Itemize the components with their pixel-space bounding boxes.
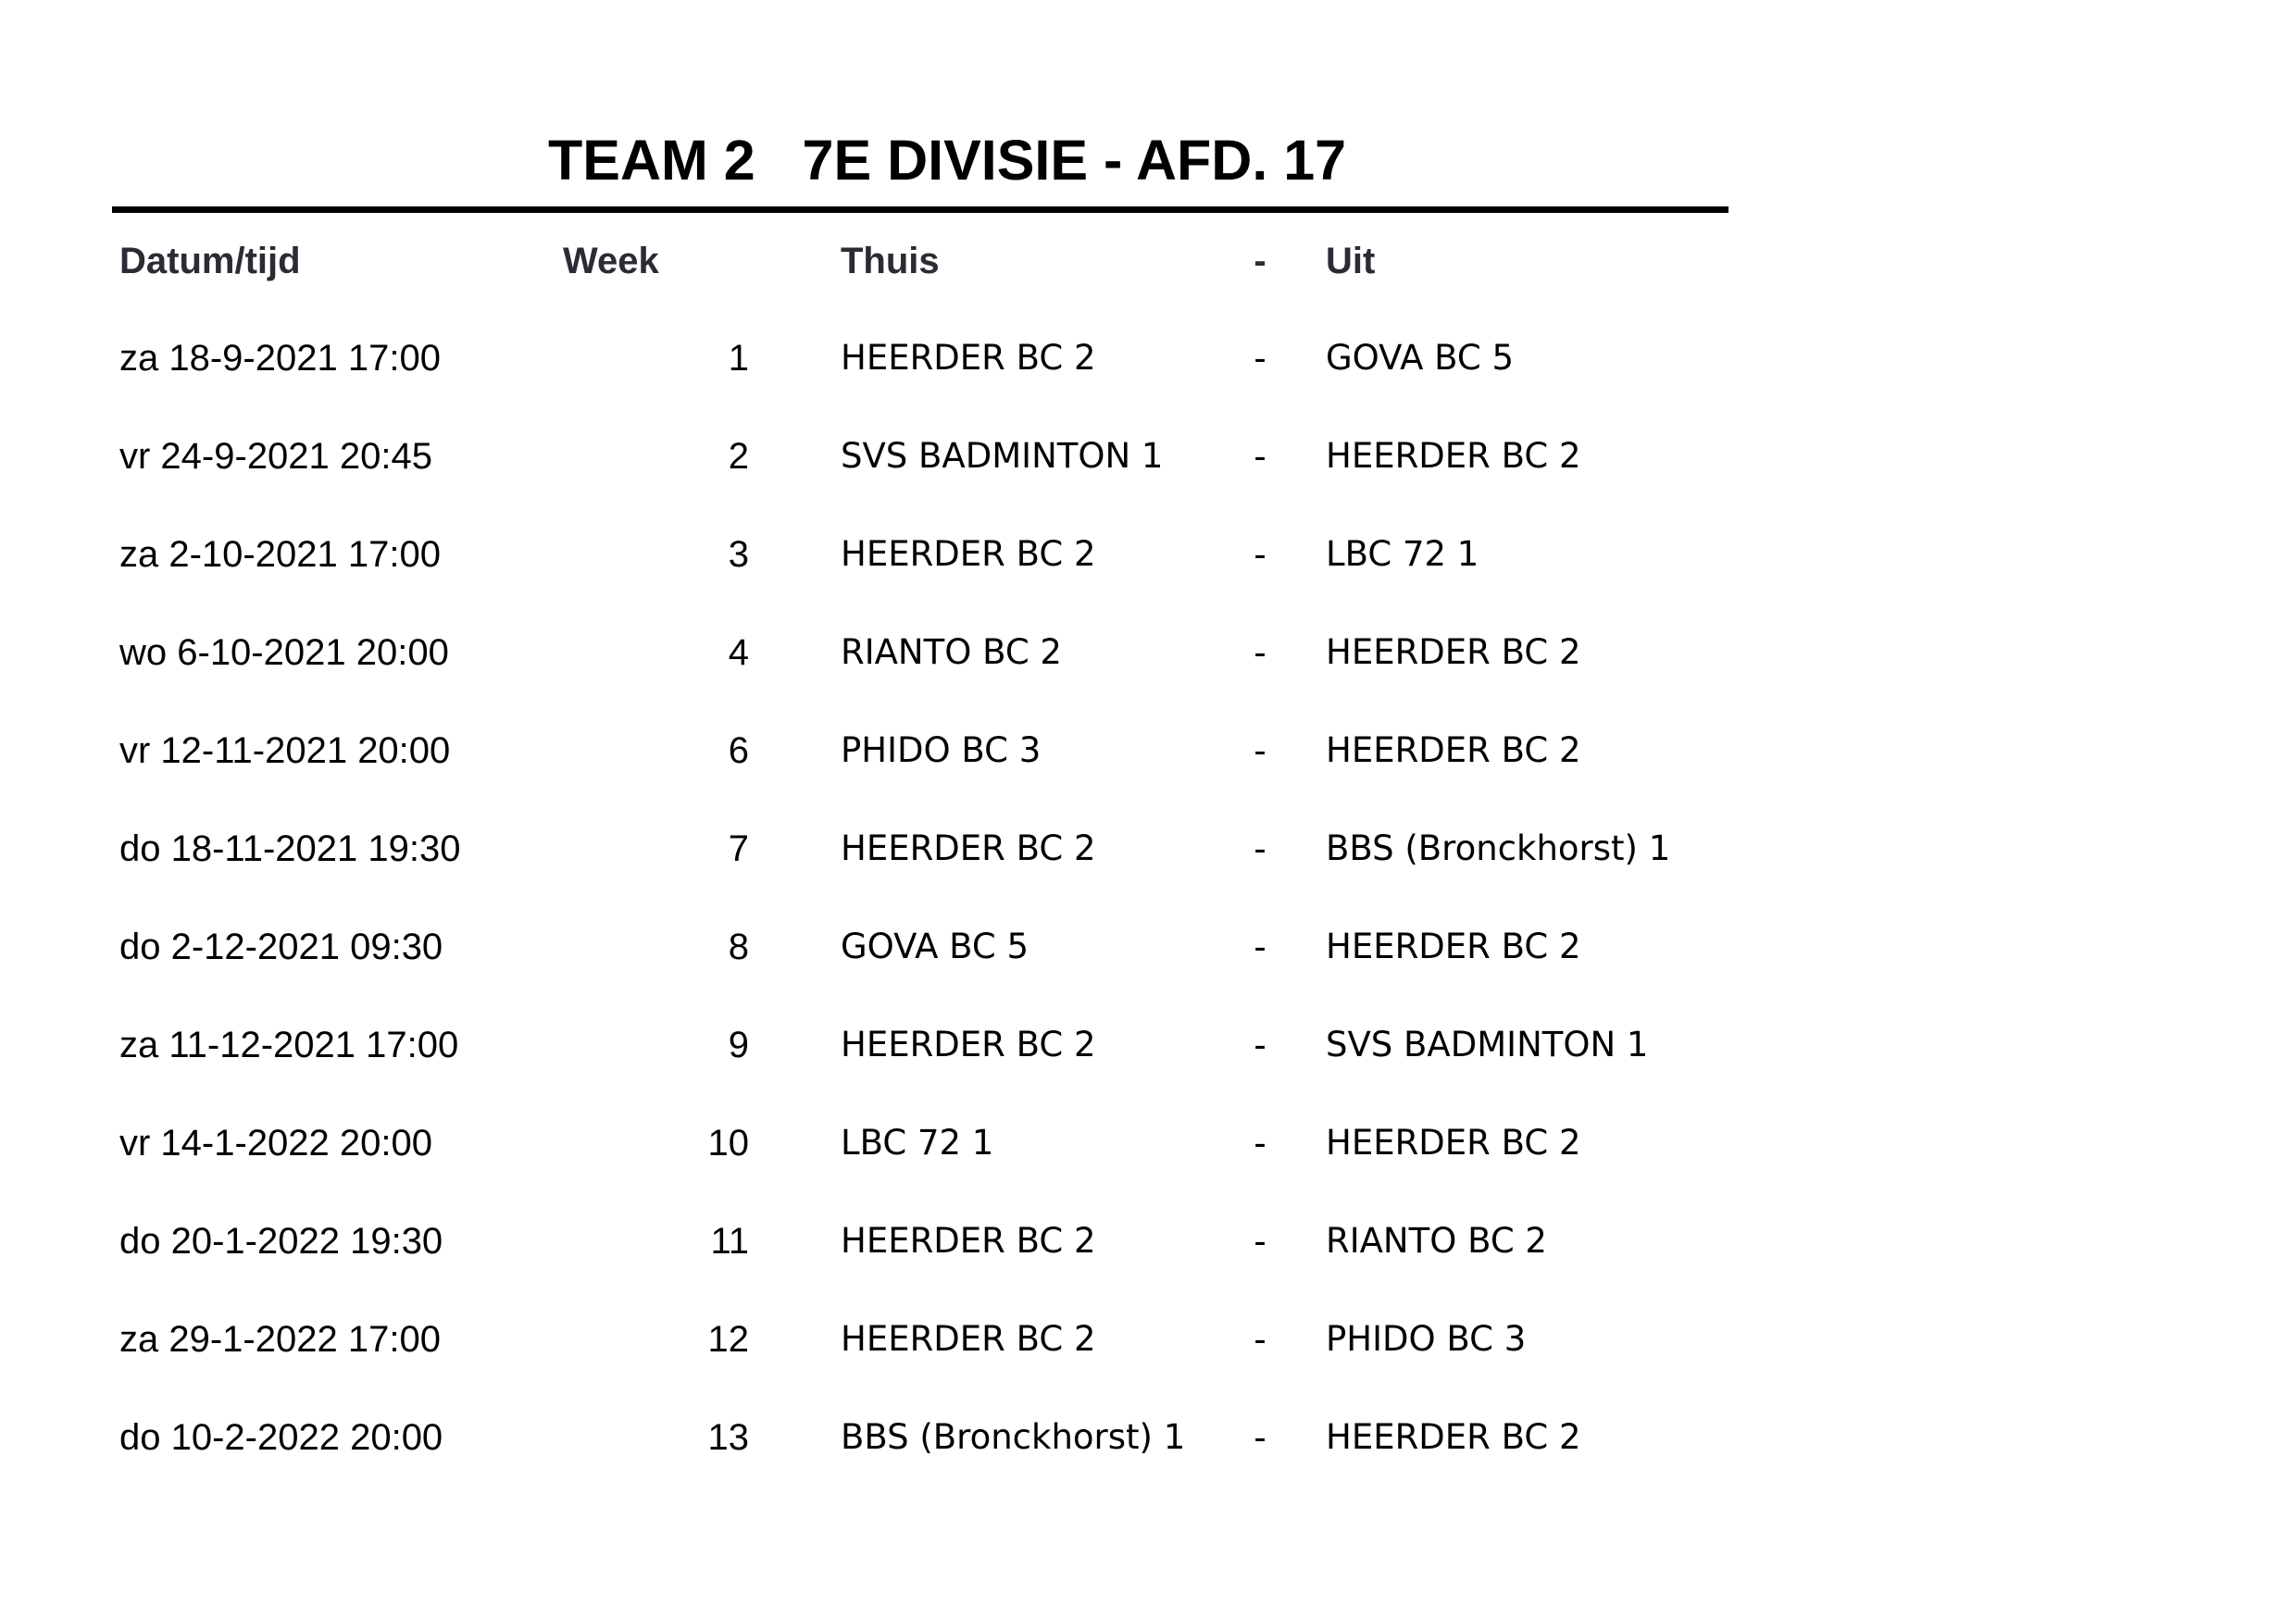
match-week: 12 (707, 1319, 749, 1360)
match-separator: - (1254, 436, 1267, 477)
match-week: 6 (728, 730, 749, 771)
match-away-team: GOVA BC 5 (1326, 338, 1515, 378)
match-home-team: HEERDER BC 2 (841, 1221, 1096, 1261)
table-row (0, 922, 2296, 1020)
match-away-team: SVS BADMINTON 1 (1326, 1025, 1649, 1064)
match-away-team: HEERDER BC 2 (1326, 730, 1581, 770)
match-home-team: HEERDER BC 2 (841, 1319, 1096, 1359)
match-week: 10 (707, 1123, 749, 1164)
match-separator: - (1254, 927, 1267, 967)
match-date: vr 12-11-2021 20:00 (119, 730, 451, 771)
table-row (0, 1216, 2296, 1314)
table-row (0, 1314, 2296, 1413)
match-home-team: HEERDER BC 2 (841, 338, 1096, 378)
match-date: vr 14-1-2022 20:00 (119, 1123, 433, 1164)
match-date: vr 24-9-2021 20:45 (119, 436, 433, 477)
match-home-team: LBC 72 1 (841, 1123, 994, 1163)
match-home-team: PHIDO BC 3 (841, 730, 1042, 770)
match-date: do 20-1-2022 19:30 (119, 1221, 443, 1262)
match-separator: - (1254, 730, 1267, 771)
match-date: za 29-1-2022 17:00 (119, 1319, 441, 1360)
title-divider (112, 206, 1728, 213)
match-away-team: HEERDER BC 2 (1326, 632, 1581, 672)
match-separator: - (1254, 1123, 1267, 1164)
match-away-team: HEERDER BC 2 (1326, 1123, 1581, 1163)
match-home-team: HEERDER BC 2 (841, 534, 1096, 574)
match-home-team: HEERDER BC 2 (841, 1025, 1096, 1064)
header-week: Week (563, 241, 659, 281)
match-home-team: RIANTO BC 2 (841, 632, 1062, 672)
match-date: do 10-2-2022 20:00 (119, 1417, 443, 1458)
match-home-team: HEERDER BC 2 (841, 828, 1096, 868)
match-home-team: GOVA BC 5 (841, 927, 1029, 966)
match-separator: - (1254, 1025, 1267, 1065)
match-date: za 18-9-2021 17:00 (119, 338, 441, 379)
header-date: Datum/tijd (119, 241, 301, 281)
match-week: 7 (728, 828, 749, 869)
match-list (0, 333, 2296, 1511)
table-row (0, 1020, 2296, 1118)
match-away-team: RIANTO BC 2 (1326, 1221, 1547, 1261)
table-row (0, 1413, 2296, 1511)
match-week: 1 (728, 338, 749, 379)
match-date: do 2-12-2021 09:30 (119, 927, 443, 967)
match-date: wo 6-10-2021 20:00 (119, 632, 449, 673)
match-week: 13 (707, 1417, 749, 1458)
table-row (0, 726, 2296, 824)
table-row (0, 824, 2296, 922)
match-date: do 18-11-2021 19:30 (119, 828, 461, 869)
match-separator: - (1254, 338, 1267, 379)
match-separator: - (1254, 1417, 1267, 1458)
match-home-team: SVS BADMINTON 1 (841, 436, 1164, 476)
table-row (0, 529, 2296, 628)
match-week: 4 (728, 632, 749, 673)
match-separator: - (1254, 828, 1267, 869)
table-row (0, 333, 2296, 431)
match-separator: - (1254, 534, 1267, 575)
match-away-team: LBC 72 1 (1326, 534, 1479, 574)
match-home-team: BBS (Bronckhorst) 1 (841, 1417, 1186, 1457)
match-away-team: HEERDER BC 2 (1326, 436, 1581, 476)
page-title: TEAM 2 7E DIVISIE - AFD. 17 (548, 129, 1347, 192)
match-week: 11 (710, 1221, 749, 1262)
match-date: za 11-12-2021 17:00 (119, 1025, 459, 1065)
match-away-team: HEERDER BC 2 (1326, 927, 1581, 966)
table-row (0, 431, 2296, 529)
header-separator: - (1254, 241, 1267, 281)
match-away-team: HEERDER BC 2 (1326, 1417, 1581, 1457)
header-home: Thuis (841, 241, 940, 281)
match-week: 2 (728, 436, 749, 477)
match-week: 3 (728, 534, 749, 575)
match-week: 9 (728, 1025, 749, 1065)
match-away-team: PHIDO BC 3 (1326, 1319, 1527, 1359)
match-separator: - (1254, 632, 1267, 673)
match-date: za 2-10-2021 17:00 (119, 534, 441, 575)
match-away-team: BBS (Bronckhorst) 1 (1326, 828, 1671, 868)
table-row (0, 1118, 2296, 1216)
match-separator: - (1254, 1319, 1267, 1360)
table-row (0, 628, 2296, 726)
match-week: 8 (728, 927, 749, 967)
match-separator: - (1254, 1221, 1267, 1262)
header-away: Uit (1326, 241, 1376, 281)
